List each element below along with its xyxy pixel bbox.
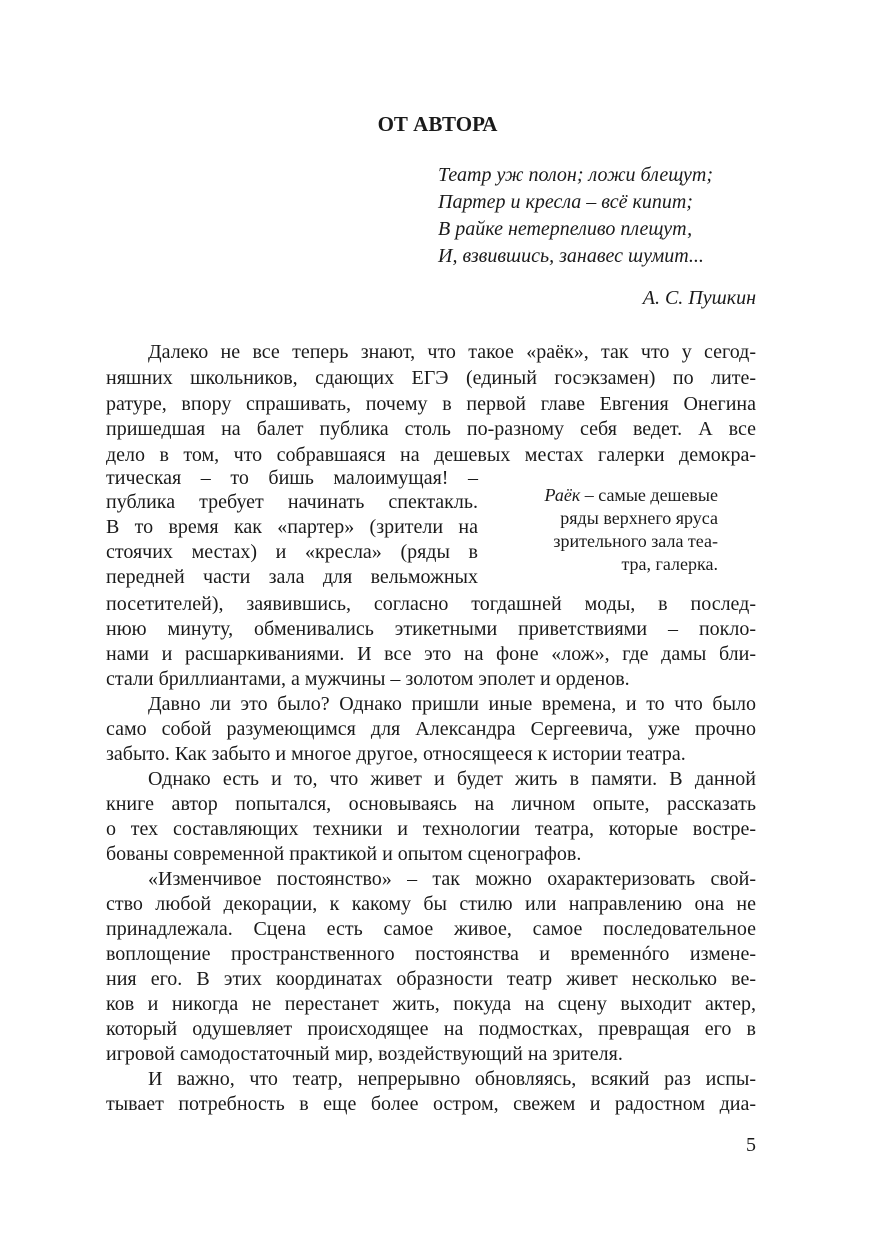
text-line: нюю минуту, обменивались этикетными приветствиями – покло- <box>106 618 756 640</box>
page-number: 5 <box>746 1134 756 1156</box>
margin-note-line <box>505 484 718 507</box>
epigraph-line: Театр уж полон; ложи блещут; <box>438 164 714 186</box>
text-line: пришедшая на балет публика столь по-разному себя ведет. А все <box>106 418 756 440</box>
epigraph <box>438 162 768 270</box>
text-line: Далеко не все теперь знают, что такое «раёк», так что у сегод- <box>148 341 756 363</box>
text-line: посетителей), заявившись, согласно тогдашней моды, в послед- <box>106 593 756 615</box>
margin-note-definition: – самые дешевые <box>580 485 718 505</box>
text-line: ство любой декорации, к какому бы стилю или направлению она не <box>106 893 756 915</box>
epigraph-line: Партер и кресла – всё кипит; <box>438 191 693 213</box>
text-line: тическая – то бишь малоимущая! – <box>106 467 478 489</box>
text-line: дело в том, что собравшаяся на дешевых местах галерки демокра- <box>106 444 756 466</box>
text-line: нами и расшаркиваниями. И все это на фоне «лож», где дамы бли- <box>106 643 756 665</box>
text-line: игровой самодостаточный мир, воздействующий на зрителя. <box>106 1043 623 1065</box>
text-line: Давно ли это было? Однако пришли иные времена, и то что было <box>148 693 756 715</box>
text-line: само собой разумеющимся для Александра Сергеевича, уже прочно <box>106 718 756 740</box>
text-line: тывает потребность в еще более остром, свежем и радостном диа- <box>106 1093 756 1115</box>
epigraph-line: В райке нетерпеливо плещут, <box>438 218 693 240</box>
text-line: ния его. В этих координатах образности театр живет несколько ве- <box>106 968 756 990</box>
text-line: передней части зала для вельможных <box>106 566 478 588</box>
margin-note-term: Раёк <box>544 485 581 505</box>
text-line: публика требует начинать спектакль. <box>106 491 478 513</box>
text-line: И важно, что театр, непрерывно обновляясь, всякий раз испы- <box>148 1068 756 1090</box>
text-line: В то время как «партер» (зрители на <box>106 516 478 538</box>
margin-note-line: ряды верхнего яруса <box>560 508 718 528</box>
text-line: воплощение пространственного постоянства и временнóго измене- <box>106 943 756 965</box>
text-line: стали бриллиантами, а мужчины – золотом эполет и орденов. <box>106 668 630 690</box>
epigraph-line: И, взвившись, занавес шумит... <box>438 245 704 267</box>
text-line: книге автор попытался, основываясь на личном опыте, рассказать <box>106 793 756 815</box>
text-line: Однако есть и то, что живет и будет жить в памяти. В данной <box>148 768 756 790</box>
epigraph-author: А. С. Пушкин <box>642 287 756 309</box>
text-line: няшних школьников, сдающих ЕГЭ (единый госэкзамен) по лите- <box>106 367 756 389</box>
margin-note <box>505 484 718 576</box>
text-line: который одушевляет происходящее на подмостках, превращая его в <box>106 1018 756 1040</box>
text-line: бованы современной практикой и опытом сценографов. <box>106 843 582 865</box>
text-line: забыто. Как забыто и многое другое, относящееся к истории театра. <box>106 743 686 765</box>
chapter-title: ОТ АВТОРА <box>377 112 498 136</box>
margin-note-line: зрительного зала теа- <box>553 531 718 551</box>
text-line: ратуре, впору спрашивать, почему в первой главе Евгения Онегина <box>106 393 756 415</box>
text-line: «Изменчивое постоянство» – так можно охарактеризовать свой- <box>148 868 756 890</box>
text-line: принадлежала. Сцена есть самое живое, самое последовательное <box>106 918 756 940</box>
text-line: ков и никогда не перестанет жить, покуда на сцену выходит актер, <box>106 993 756 1015</box>
margin-note-line: тра, галерка. <box>621 554 718 574</box>
text-line: о тех составляющих техники и технологии театра, которые востре- <box>106 818 756 840</box>
text-line: стоячих местах) и «кресла» (ряды в <box>106 541 478 563</box>
